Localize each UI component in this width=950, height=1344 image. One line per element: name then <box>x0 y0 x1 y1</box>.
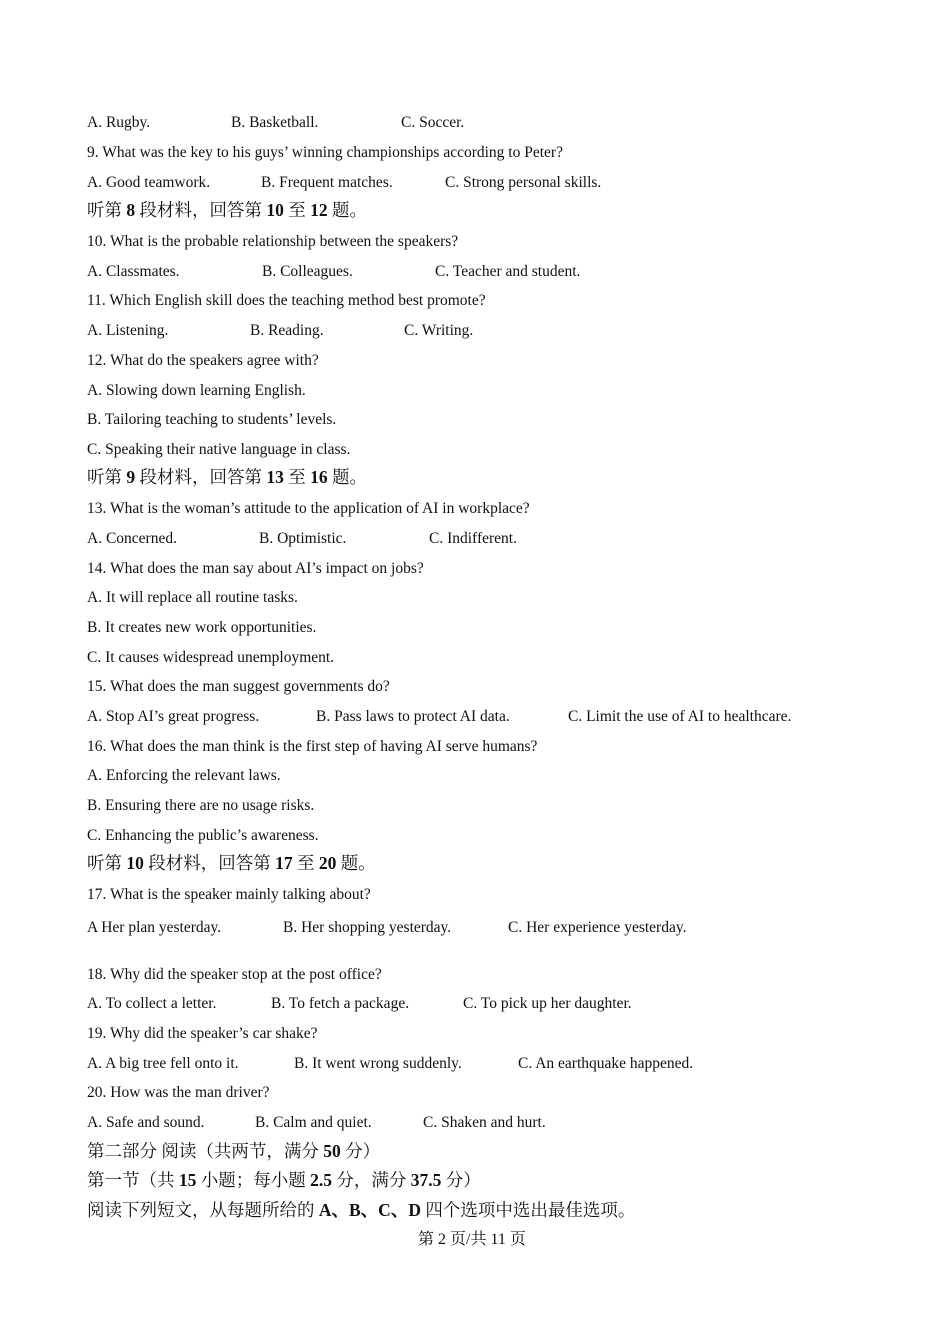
q10-option-b: B. Colleagues. <box>262 263 353 280</box>
q14-option-a: A. It will replace all routine tasks. <box>87 589 298 606</box>
q18-option-c: C. To pick up her daughter. <box>463 995 632 1012</box>
q8-option-c: C. Soccer. <box>401 114 465 131</box>
q10-question: 10. What is the probable relationship between the speakers? <box>87 233 459 250</box>
q14-option-c: C. It causes widespread unemployment. <box>87 649 335 666</box>
q10-option-c: C. Teacher and student. <box>435 263 581 280</box>
section-heading-8: 听第 8 段材料，回答第 10 至 12 题。 <box>87 200 367 220</box>
part-two-heading: 第二部分 阅读（共两节，满分 50 分） <box>87 1141 381 1161</box>
q20-question: 20. How was the man driver? <box>87 1084 270 1101</box>
q11-option-c: C. Writing. <box>404 322 474 339</box>
q13-option-b: B. Optimistic. <box>259 530 347 547</box>
section-heading-9: 听第 9 段材料，回答第 13 至 16 题。 <box>87 467 367 487</box>
section-heading-10: 听第 10 段材料，回答第 17 至 20 题。 <box>87 853 376 873</box>
q15-question: 15. What does the man suggest governments do? <box>87 678 390 695</box>
q11-question: 11. Which English skill does the teaching method best promote? <box>87 292 486 309</box>
q12-option-a: A. Slowing down learning English. <box>87 382 306 399</box>
q8-option-b: B. Basketball. <box>231 114 319 131</box>
q20-option-c: C. Shaken and hurt. <box>423 1114 546 1131</box>
q9-question: 9. What was the key to his guys’ winning championships according to Peter? <box>87 144 563 161</box>
q18-option-b: B. To fetch a package. <box>271 995 410 1012</box>
q13-option-c: C. Indifferent. <box>429 530 517 547</box>
q16-option-c: C. Enhancing the public’s awareness. <box>87 827 319 844</box>
q19-option-c: C. An earthquake happened. <box>518 1055 694 1072</box>
q9-option-a: A. Good teamwork. <box>87 174 211 191</box>
q15-option-a: A. Stop AI’s great progress. <box>87 708 260 725</box>
q12-question: 12. What do the speakers agree with? <box>87 352 319 369</box>
q19-question: 19. Why did the speaker’s car shake? <box>87 1025 318 1042</box>
q18-question: 18. Why did the speaker stop at the post office? <box>87 966 382 983</box>
q17-option-c: C. Her experience yesterday. <box>508 919 687 936</box>
q11-option-b: B. Reading. <box>250 322 324 339</box>
q18-option-a: A. To collect a letter. <box>87 995 217 1012</box>
q17-option-a: A Her plan yesterday. <box>87 919 222 936</box>
q15-option-b: B. Pass laws to protect AI data. <box>316 708 510 725</box>
q8-option-a: A. Rugby. <box>87 114 151 131</box>
q14-question: 14. What does the man say about AI’s impact on jobs? <box>87 560 424 577</box>
q10-option-a: A. Classmates. <box>87 263 180 280</box>
q19-option-a: A. A big tree fell onto it. <box>87 1055 239 1072</box>
q11-option-a: A. Listening. <box>87 322 169 339</box>
q12-option-b: B. Tailoring teaching to students’ levels. <box>87 411 337 428</box>
q20-option-b: B. Calm and quiet. <box>255 1114 372 1131</box>
q12-option-c: C. Speaking their native language in class. <box>87 441 351 458</box>
q15-option-c: C. Limit the use of AI to healthcare. <box>568 708 792 725</box>
q14-option-b: B. It creates new work opportunities. <box>87 619 317 636</box>
q16-option-b: B. Ensuring there are no usage risks. <box>87 797 315 814</box>
q19-option-b: B. It went wrong suddenly. <box>294 1055 462 1072</box>
section-one-heading: 第一节（共 15 小题；每小题 2.5 分，满分 37.5 分） <box>87 1170 481 1190</box>
q20-option-a: A. Safe and sound. <box>87 1114 205 1131</box>
q17-option-b: B. Her shopping yesterday. <box>283 919 452 936</box>
q16-option-a: A. Enforcing the relevant laws. <box>87 767 281 784</box>
q13-question: 13. What is the woman’s attitude to the application of AI in workplace? <box>87 500 530 517</box>
reading-instruction: 阅读下列短文，从每题所给的 A、B、C、D 四个选项中选出最佳选项。 <box>87 1200 636 1220</box>
page-number: 第 2 页/共 11 页 <box>418 1231 526 1248</box>
q17-question: 17. What is the speaker mainly talking about? <box>87 886 371 903</box>
q16-question: 16. What does the man think is the first step of having AI serve humans? <box>87 738 538 755</box>
q13-option-a: A. Concerned. <box>87 530 177 547</box>
q9-option-c: C. Strong personal skills. <box>445 174 602 191</box>
q9-option-b: B. Frequent matches. <box>261 174 393 191</box>
